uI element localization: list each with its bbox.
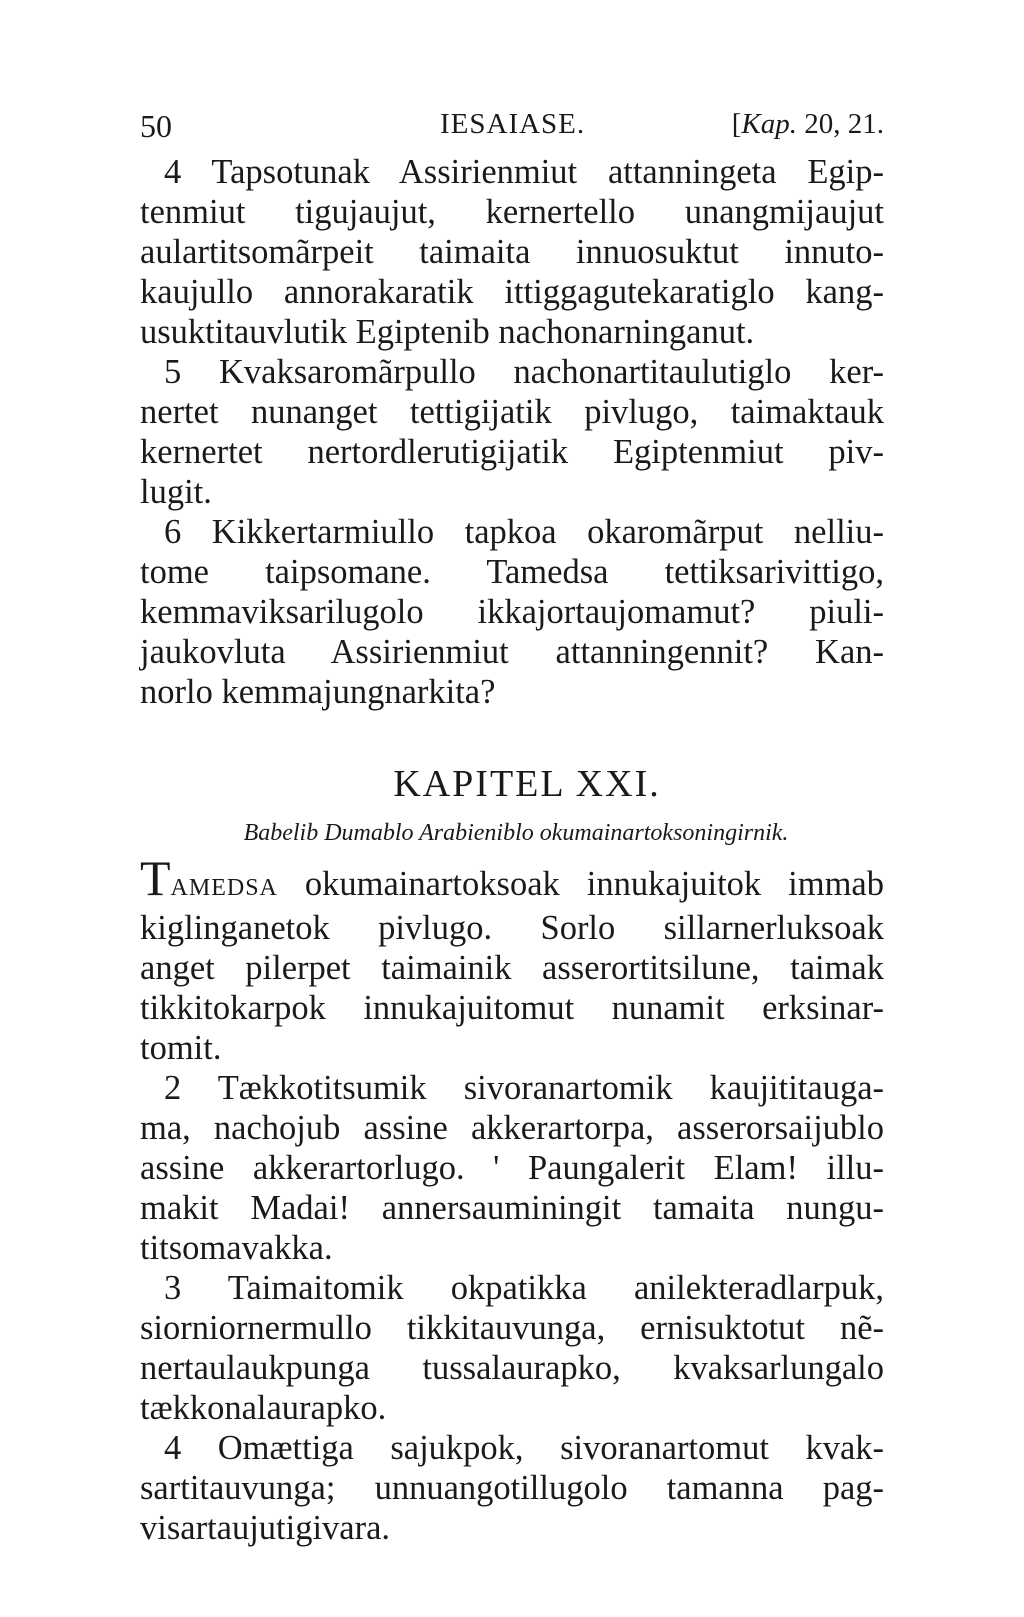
chapter-summary: Babelib Dumablo Arabieniblo okumainartoksoningirnik. <box>243 820 789 846</box>
verse-line: tomit. <box>140 1029 222 1067</box>
running-header <box>140 108 884 152</box>
chapter-reference <box>732 108 884 141</box>
verse-line: makit Madai! annersauminingit tamaita nungu- <box>140 1189 884 1227</box>
verse-line: 6 Kikkertarmiullo tapkoa okaromãrput nelliu- <box>164 513 884 551</box>
verse-line: 3 Taimaitomik okpatikka anilekteradlarpuk, <box>164 1269 884 1307</box>
verse-21-4 <box>140 1428 884 1548</box>
verse-line: 5 Kvaksaromãrpullo nachonartitaulutiglo ker- <box>164 353 884 391</box>
verse-line: anget pilerpet taimainik asserortitsilune, taimak <box>140 949 884 987</box>
verse-21-1 <box>140 850 884 1068</box>
verse-line: tenmiut tigujaujut, kernertello unangmijaujut <box>140 193 884 231</box>
verse-line: kernertet nertordlerutigijatik Egiptenmiut piv- <box>140 433 884 471</box>
verse-line: norlo kemmajungnarkita? <box>140 673 496 711</box>
running-title: IESAIASE. <box>440 108 586 140</box>
chapter-ref-bracket: [ <box>731 108 742 140</box>
chapter-ref-numbers: 20, 21. <box>797 108 884 140</box>
verse-line: nertaulaukpunga tussalaurapko, kvaksarlungalo <box>140 1349 884 1387</box>
verse-line: ma, nachojub assine akkerartorpa, asserorsaijublo <box>140 1109 884 1147</box>
verse-line: kiglinganetok pivlugo. Sorlo sillarnerluksoak <box>140 909 884 947</box>
verse-line-opening <box>140 850 884 908</box>
verse-line: 4 Tapsotunak Assirienmiut attanningeta Egip- <box>164 153 884 191</box>
verse-line: 2 Tækkotitsumik sivoranartomik kaujititauga- <box>164 1069 884 1107</box>
verse-line: lugit. <box>140 473 212 511</box>
verse-line: siorniornermullo tikkitauvunga, ernisuktotut nẽ- <box>140 1309 884 1347</box>
verse-line: tome taipsomane. Tamedsa tettiksarivittigo, <box>140 553 884 591</box>
verse-21-3 <box>140 1268 884 1428</box>
verse-line: tækkonalaurapko. <box>140 1389 387 1427</box>
verse-line: jaukovluta Assirienmiut attanningennit? Kan- <box>140 633 884 671</box>
chapter-heading: KAPITEL XXI. <box>393 763 661 805</box>
verse-line: assine akkerartorlugo. ' Paungalerit Elam! illu- <box>140 1149 884 1187</box>
drop-cap: T <box>140 850 171 906</box>
verse-line: sartitauvunga; unnuangotillugolo tamanna pag- <box>140 1469 884 1507</box>
chapter-ref-kap: Kap. <box>741 108 797 140</box>
verse-20-5 <box>140 352 884 512</box>
verse-line-rest: okumainartoksoak innukajuitok immab <box>277 865 884 903</box>
verse-line: kemmaviksarilugolo ikkajortaujomamut? piuli- <box>140 593 884 631</box>
verse-20-6 <box>140 512 884 712</box>
small-caps-word: AMEDSA <box>170 875 278 901</box>
verse-21-2 <box>140 1068 884 1268</box>
verse-line: visartaujutigivara. <box>140 1509 391 1547</box>
verse-line: aulartitsomãrpeit taimaita innuosuktut innuto- <box>140 233 884 271</box>
verse-line: nertet nunanget tettigijatik pivlugo, taimaktauk <box>140 393 884 431</box>
verse-line: tikkitokarpok innukajuitomut nunamit erksinar- <box>140 989 884 1027</box>
book-page <box>140 108 884 1548</box>
page-number: 50 <box>140 108 172 144</box>
verse-20-4 <box>140 152 884 352</box>
verse-line: kaujullo annorakaratik ittiggagutekaratiglo kang- <box>140 273 884 311</box>
verse-line: usuktitauvlutik Egiptenib nachonarninganut. <box>140 313 755 351</box>
verse-line: titsomavakka. <box>140 1229 333 1267</box>
verse-line: 4 Omættiga sajukpok, sivoranartomut kvak- <box>164 1429 884 1467</box>
